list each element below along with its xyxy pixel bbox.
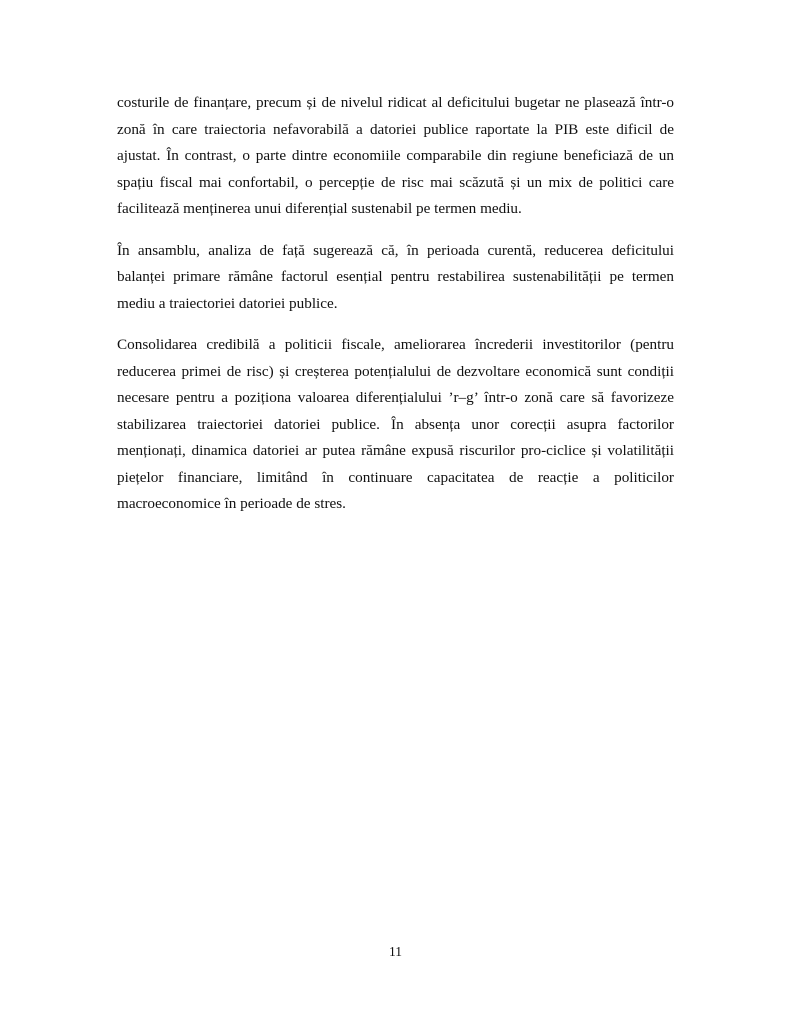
paragraph-1: costurile de finanțare, precum și de nivelul ridicat al deficitului bugetar ne plasează într-o zonă în care traiectoria nefavorabilă a datoriei publice raportate la PIB este dificil de ajustat. În contrast, o parte dintre economiile comparabile din regiune beneficiază de un spațiu fiscal mai confortabil, o percepție de risc mai scăzută și un mix de politici care facilitează menținerea unui diferențial sustenabil pe termen mediu. [117, 94, 674, 217]
page-number: 11 [389, 944, 402, 959]
body-text [117, 90, 674, 533]
paragraph-3: Consolidarea credibilă a politicii fiscale, ameliorarea încrederii investitorilor (pentru reducerea primei de risc) și creșterea potențialului de dezvoltare economică sunt condiții necesare pentru a poziționa valoarea diferențialului ’r–g’ într-o zonă care să favorizeze stabilizarea traiectoriei datoriei publice. În absența unor corecții asupra factorilor menționați, dinamica datoriei ar putea rămâne expusă riscurilor pro-ciclice și volatilității piețelor financiare, limitând în continuare capacitatea de reacție a politicilor macroeconomice în perioade de stres. [117, 336, 674, 512]
paragraph-2: În ansamblu, analiza de față sugerează că, în perioada curentă, reducerea deficitului balanței primare rămâne factorul esențial pentru restabilirea sustenabilității pe termen mediu a traiectoriei datoriei publice. [117, 241, 674, 312]
